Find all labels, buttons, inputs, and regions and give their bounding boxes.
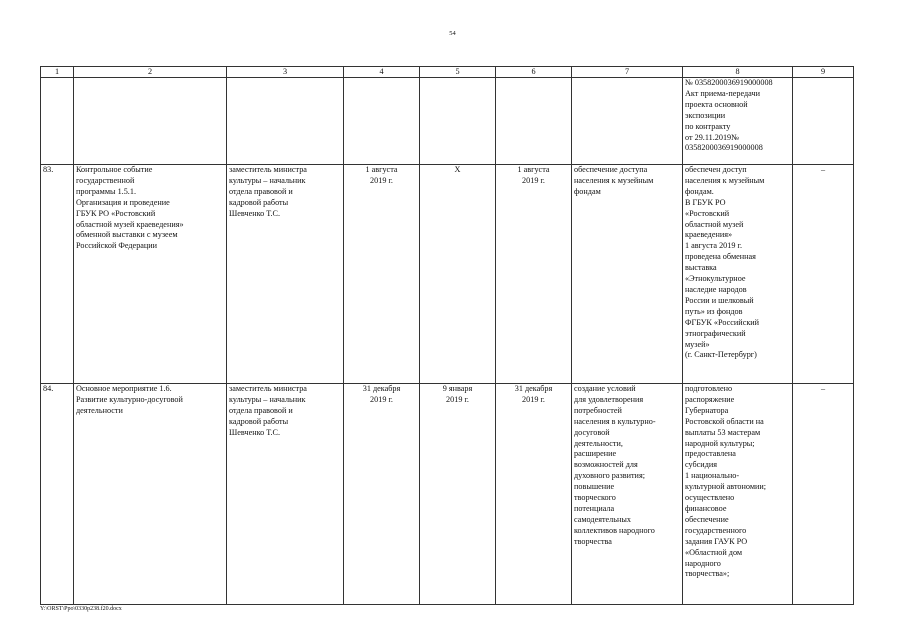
report-table: [40, 66, 854, 605]
column-header: 6: [496, 67, 572, 78]
column-header: 1: [41, 67, 74, 78]
table-cell: [227, 78, 344, 165]
start-date-cell: 9 января 2019 г.: [420, 384, 496, 605]
table-cell: [41, 78, 74, 165]
actual-result-cell: обеспечен доступ населения к музейным фондам. В ГБУК РО «Ростовский областной музей краеведения» 1 августа 2019 г. проведена обменная выставка «Этнокультурное наследие народов России и шелковый путь» из фондов ФГБУК «Российский этнографический музей» (г. Санкт-Петербург): [683, 165, 793, 384]
row-number-cell: 84.: [41, 384, 74, 605]
column-header: 2: [74, 67, 227, 78]
row-number-cell: 83.: [41, 165, 74, 384]
expected-result-cell: создание условий для удовлетворения потребностей населения в культурно- досуговой деятельности, расширение возможностей для духовного развития; повышение творческого потенциала самодеятельных коллективов народного творчества: [572, 384, 683, 605]
notes-cell: –: [793, 165, 854, 384]
end-date-cell: 31 декабря 2019 г.: [496, 384, 572, 605]
planned-date-cell: 1 августа 2019 г.: [344, 165, 420, 384]
actual-result-cell: подготовлено распоряжение Губернатора Ростовской области на выплаты 53 мастерам народной культуры; предоставлена субсидия 1 национально- культурной автономии; осуществлено финансовое обеспечение государственного задания ГАУК РО «Областной дом народного творчества»;: [683, 384, 793, 605]
column-header: 5: [420, 67, 496, 78]
page-number: 54: [449, 30, 456, 37]
expected-result-cell: обеспечение доступа населения к музейным фондам: [572, 165, 683, 384]
table-row: [41, 165, 854, 384]
column-header: 3: [227, 67, 344, 78]
column-header: 8: [683, 67, 793, 78]
table-row-continuation: [41, 78, 854, 165]
table-cell: [74, 78, 227, 165]
column-header: 9: [793, 67, 854, 78]
event-name-cell: Контрольное событие государственной программы 1.5.1. Организация и проведение ГБУК РО «Ростовский областной музей краеведения» обменной выставки с музеем Российской Федерации: [74, 165, 227, 384]
table-cell: [496, 78, 572, 165]
column-header: 4: [344, 67, 420, 78]
planned-date-cell: 31 декабря 2019 г.: [344, 384, 420, 605]
column-header: 7: [572, 67, 683, 78]
table-cell: [572, 78, 683, 165]
start-date-cell: Х: [420, 165, 496, 384]
event-name-cell: Основное мероприятие 1.6. Развитие культурно-досуговой деятельности: [74, 384, 227, 605]
table-cell: [344, 78, 420, 165]
file-path-footer: Y:\ORST\Ppo\0330p238.f20.docx: [40, 606, 122, 612]
column-number-row: [41, 67, 854, 78]
actual-result-cell: № 0358200036919000008 Акт приема-передачи проекта основной экспозиции по контракту от 29.11.2019№ 0358200036919000008: [683, 78, 793, 165]
notes-cell: –: [793, 384, 854, 605]
table-cell: [793, 78, 854, 165]
end-date-cell: 1 августа 2019 г.: [496, 165, 572, 384]
table-cell: [420, 78, 496, 165]
responsible-cell: заместитель министра культуры – начальник отдела правовой и кадровой работы Шевченко Т.С.: [227, 165, 344, 384]
table-row: [41, 384, 854, 605]
responsible-cell: заместитель министра культуры – начальник отдела правовой и кадровой работы Шевченко Т.С.: [227, 384, 344, 605]
